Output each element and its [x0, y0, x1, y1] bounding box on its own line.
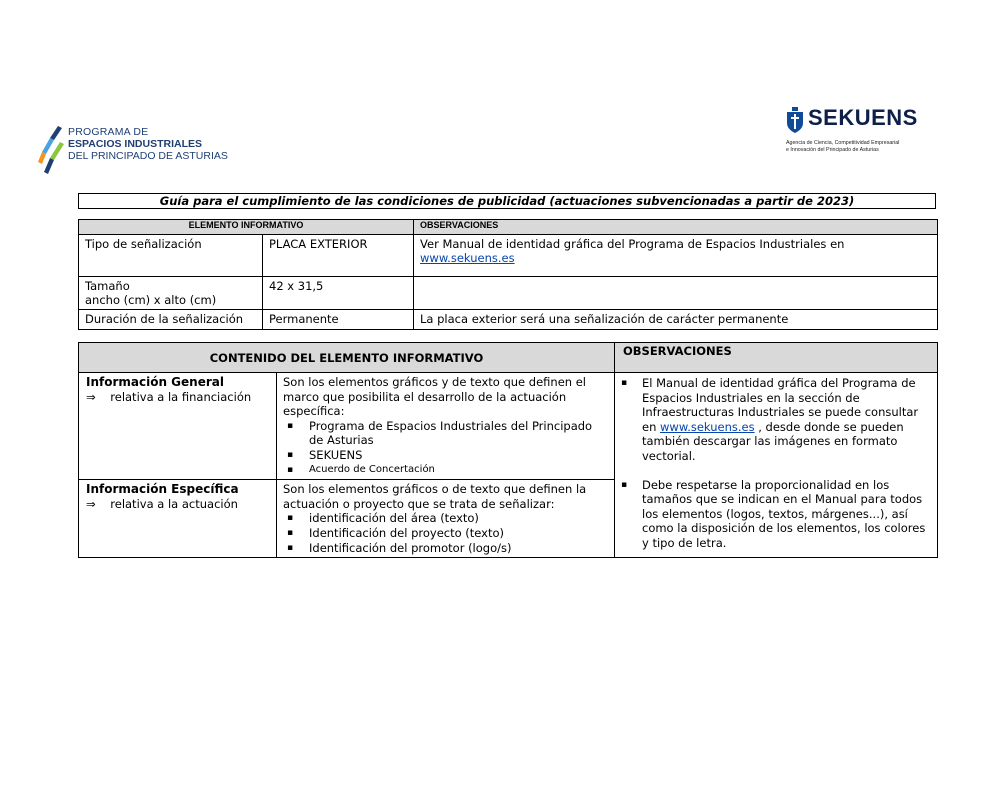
- bullet-icon: ▪: [287, 542, 294, 553]
- info-general-desc-cell: [277, 373, 615, 480]
- table-header-row: [79, 220, 938, 235]
- info-general-cell: [79, 373, 277, 480]
- info-especifica-title: Información Específica: [86, 482, 239, 497]
- row-label: Tipo de señalización: [79, 235, 263, 277]
- list-item: ▪ Programa de Espacios Industriales del Principado de Asturias: [287, 418, 593, 448]
- info-especifica-cell: [79, 480, 277, 558]
- info-especifica-list: [283, 511, 608, 555]
- row-label: [79, 277, 263, 310]
- sekuens-tagline-2: e Innovación del Principado de Asturias: [786, 146, 879, 153]
- sekuens-tagline-1: Agencia de Ciencia, Competitividad Empresarial: [786, 140, 900, 146]
- list-item: ▪ Identificación del promotor (logo/s): [287, 540, 512, 555]
- logo-line-3: DEL PRINCIPADO DE ASTURIAS: [68, 150, 228, 162]
- row-value: Permanente: [263, 310, 414, 330]
- list-item: ▪ Acuerdo de Concertación: [283, 463, 608, 478]
- info-general-desc: Son los elementos gráficos y de texto que definen el marco que posibilita el desarrollo de la actuación específica:: [283, 375, 586, 419]
- info-especifica-desc-cell: [277, 480, 615, 558]
- info-general-title: Información General: [86, 375, 224, 389]
- info-general-sub: relativa a la financiación: [110, 389, 252, 404]
- elemento-informativo-table: [78, 219, 938, 330]
- row-value: 42 x 31,5: [263, 277, 414, 310]
- programa-espacios-industriales-logo: [36, 124, 236, 178]
- observation-item-1: ▪ El Manual de identidad gráfica del Programa de Espacios Industriales en la sección de Infraestructuras Industriales se puede consultar en www.sekuens.es , desde donde se pueden también descargar las imágenes en formato vectorial.: [621, 376, 919, 463]
- row-observation: [414, 277, 938, 310]
- row-observation: [414, 235, 938, 277]
- header-observaciones: OBSERVACIONES: [414, 220, 938, 235]
- header-elemento-informativo: ELEMENTO INFORMATIVO: [79, 220, 414, 235]
- observation-text: Ver Manual de identidad gráfica del Programa de Espacios Industriales en: [420, 237, 845, 251]
- bullet-icon: ▪: [287, 464, 294, 475]
- bullet-icon: ▪: [621, 479, 628, 490]
- row-observation: La placa exterior será una señalización de carácter permanente: [414, 310, 938, 330]
- sekuens-link[interactable]: www.sekuens.es: [420, 251, 515, 265]
- sekuens-brand: SEKUENS: [808, 105, 918, 130]
- table-row-general: [79, 373, 938, 480]
- tamano-units-label: ancho (cm) x alto (cm): [85, 293, 217, 307]
- header-contenido: CONTENIDO DEL ELEMENTO INFORMATIVO: [79, 343, 615, 373]
- table-row: [79, 235, 938, 277]
- arrow-icon: ⇒: [86, 496, 96, 511]
- pei-logo-icon: [36, 124, 68, 178]
- list-item: ▪ Identificación del proyecto (texto): [287, 525, 505, 540]
- bullet-icon: ▪: [287, 527, 294, 538]
- info-especifica-sub: relativa a la actuación: [110, 496, 238, 511]
- row-label: Duración de la señalización: [79, 310, 263, 330]
- contenido-elemento-informativo-table: [78, 342, 938, 558]
- logo-line-2: ESPACIOS INDUSTRIALES: [68, 138, 202, 150]
- logo-line-1: PROGRAMA DE: [68, 126, 149, 138]
- table-row: [79, 277, 938, 310]
- row-value: PLACA EXTERIOR: [263, 235, 414, 277]
- sekuens-logo: [786, 105, 936, 157]
- sekuens-link[interactable]: www.sekuens.es: [660, 419, 755, 434]
- tamano-label: Tamaño: [85, 279, 130, 293]
- observation-item-2: ▪ Debe respetarse la proporcionalidad en los tamaños que se indican en el Manual para todos los elementos (logos, textos, márgenes...), así como la disposición de los elementos, los colores y tipo de letra.: [621, 477, 926, 550]
- header-observaciones: OBSERVACIONES: [615, 343, 938, 373]
- asturias-shield-icon: [786, 107, 804, 133]
- bullet-icon: ▪: [287, 420, 294, 431]
- observations-cell: [615, 373, 938, 558]
- info-especifica-desc: Son los elementos gráficos o de texto que definen la actuación o proyecto que se trata de señalizar:: [283, 482, 587, 511]
- table-row: [79, 310, 938, 330]
- bullet-icon: ▪: [621, 378, 628, 388]
- bullet-icon: ▪: [287, 513, 294, 524]
- list-item: ▪ SEKUENS: [287, 447, 363, 462]
- list-item: ▪ identificación del área (texto): [287, 511, 479, 526]
- document-title: Guía para el cumplimiento de las condiciones de publicidad (actuaciones subvencionadas a partir de 2023): [78, 193, 936, 209]
- info-general-list: [283, 419, 608, 477]
- bullet-icon: ▪: [287, 449, 294, 460]
- arrow-icon: ⇒: [86, 389, 96, 404]
- table-header-row: [79, 343, 938, 373]
